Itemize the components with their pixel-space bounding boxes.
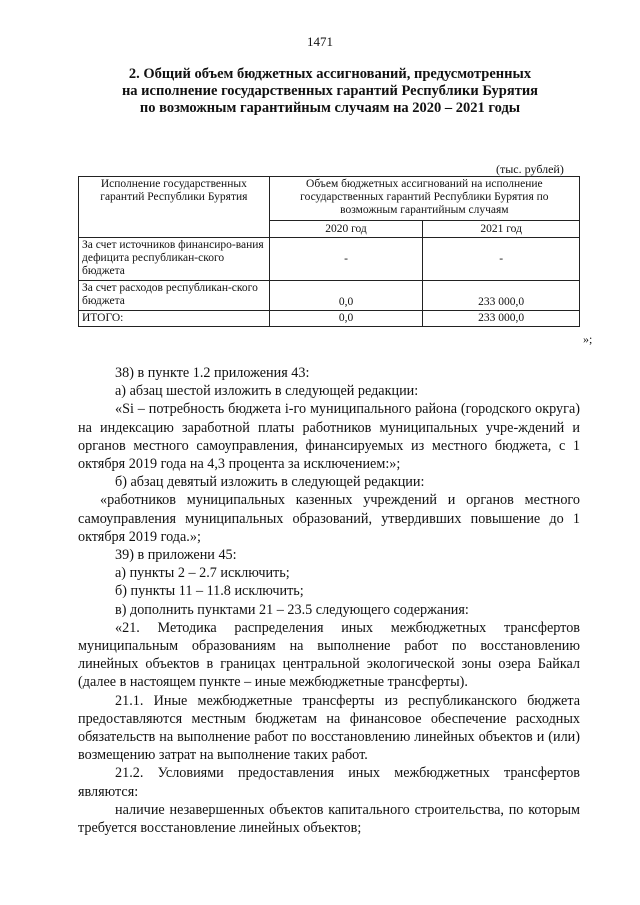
units-label: (тыс. рублей) (496, 162, 564, 176)
body-text (78, 364, 580, 837)
paragraph: б) абзац девятый изложить в следующей редакции: (115, 474, 425, 491)
row-value-2020: 0,0 (269, 311, 423, 327)
paragraph: 21.2. Условиями предоставления иных межбюджетных трансфертов являются: (78, 765, 580, 800)
title-line-1: 2. Общий объем бюджетных ассигнований, предусмотренных (128, 66, 532, 82)
header-appropriations: Объем бюджетных ассигнований на исполнение государственных гарантий Республики Бурятия по возможным гарантийным случаям (269, 177, 579, 221)
paragraph: 39) в приложени 45: (115, 547, 237, 564)
row-value-2021: - (423, 238, 580, 281)
section-title (70, 66, 590, 117)
table-total-row (79, 311, 580, 327)
title-line-2: на исполнение государственных гарантий Республики Бурятия (121, 83, 539, 99)
paragraph: «работников муниципальных казенных учреждений и органов местного самоуправления муниципальных образований, утвердивших повышение до 1 октября 2019 года.»; (78, 492, 580, 545)
paragraph: наличие незавершенных объектов капитального строительства, по которым требуется восстановление линейных объектов; (78, 801, 580, 837)
table-header-row (79, 177, 580, 221)
paragraph: «Si – потребность бюджета i-го муниципального района (городского округа) на индексацию заработной платы работников муниципальных учре-ждений и органов местного самоуправления, финансируемых из местного бюджета, с 1 октября 2019 года на 4,3 процента за исключением:»; (78, 401, 580, 473)
row-value-2020: 0,0 (269, 281, 423, 311)
paragraph: а) абзац шестой изложить в следующей редакции: (115, 383, 419, 400)
row-label: За счет расходов республикан-ского бюджета (79, 281, 270, 311)
paragraph: «21. Методика распределения иных межбюджетных трансфертов муниципальным образованиям на выполнение работ по восстановлению линейных объектов в границах центральной экологической зоны озера Байкал (далее в настоящем пункте – иные межбюджетные трансферты). (78, 619, 580, 691)
row-value-2021: 233 000,0 (423, 311, 580, 327)
paragraph: 38) в пункте 1.2 приложения 43: (115, 365, 310, 381)
row-label: За счет источников финансиро-вания дефицита республикан-ского бюджета (79, 238, 270, 281)
paragraph: 21.1. Иные межбюджетные трансферты из республиканского бюджета предоставляются местным бюджетам на финансовое обеспечение расходных обязательств на выполнение работ по восстановлению линейных объектов и (или) возмещению затрат на выполнение таких работ. (78, 692, 580, 764)
header-year-2020: 2020 год (269, 221, 423, 238)
header-year-2021: 2021 год (423, 221, 580, 238)
title-line-3: по возможным гарантийным случаям на 2020 – 2021 годы (139, 100, 521, 116)
paragraph: б) пункты 11 – 11.8 исключить; (115, 583, 304, 600)
paragraph: в) дополнить пунктами 21 – 23.5 следующего содержания: (115, 601, 469, 618)
row-value-2020: - (269, 238, 423, 281)
budget-table (78, 176, 580, 327)
table-row (79, 281, 580, 311)
table-row (79, 238, 580, 281)
page-number: 1471 (307, 34, 333, 49)
row-label: ИТОГО: (79, 311, 270, 327)
closing-quote-mark: »; (583, 332, 593, 346)
header-guarantees: Исполнение государственных гарантий Республики Бурятия (79, 177, 270, 238)
row-value-2021: 233 000,0 (423, 281, 580, 311)
paragraph: а) пункты 2 – 2.7 исключить; (115, 565, 290, 582)
